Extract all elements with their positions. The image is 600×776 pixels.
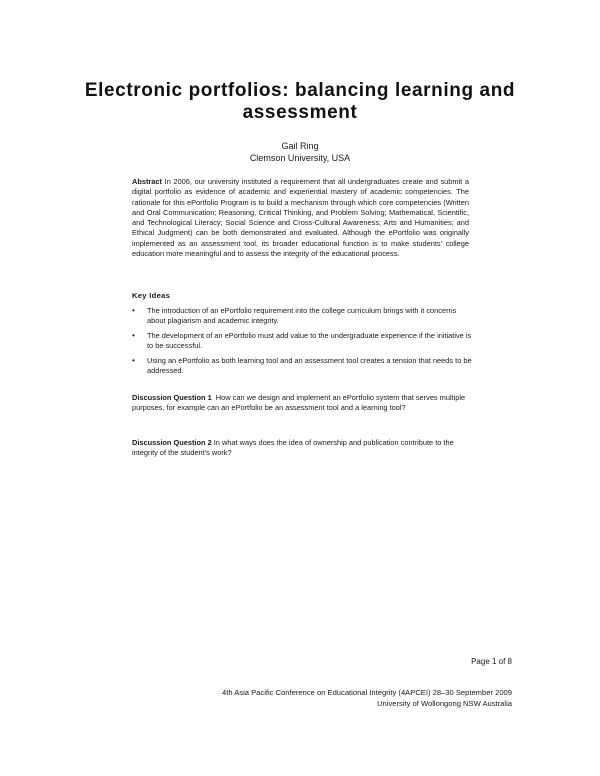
page-number: Page 1 of 8 <box>471 657 512 666</box>
bullet-icon: • <box>132 356 135 365</box>
discussion-question-2 <box>132 438 472 458</box>
key-ideas-heading: Key Ideas <box>132 291 171 300</box>
discussion-question-1 <box>132 393 472 413</box>
footer-line-conference: 4th Asia Pacific Conference on Educational Integrity (4APCEI) 28–30 September 2009 <box>221 688 512 697</box>
author-block <box>60 140 540 164</box>
key-idea-text: The introduction of an ePortfolio requirement into the college curriculum brings with it concerns about plagiarism and academic integrity. <box>147 306 457 325</box>
conference-footer <box>222 688 512 709</box>
abstract-text: In 2006, our university instituted a requirement that all undergraduates create and submit a digital portfolio as evidence of academic and experiential mastery of academic competencies. The rationale for this ePortfolio Program is to build a mechanism through which core competencies (Written and Oral Communication; Reasoning, Critical Thinking, and Problem Solving; Mathematical, Scientific, and Technological Literacy; Social Science and Cross-Cultural Awareness; Arts and Humanities; and Ethical Judgment) can be both demonstrated and evaluated. Although the ePortfolio was originally implemented as an assessment tool, its broader educational function is to make students' college education more meaningful and to assess the integrity of the educational process. <box>132 177 469 259</box>
abstract <box>132 177 469 259</box>
discussion-label: Discussion Question 1 <box>132 393 212 402</box>
list-item <box>132 356 472 376</box>
key-idea-text: The development of an ePortfolio must add value to the undergraduate experience if the initiative is to be successful. <box>147 331 472 350</box>
discussion-text: How can we design and implement an ePortfolio system that serves multiple purposes, for example can an ePortfolio be an assessment tool and a learning tool? <box>132 393 466 412</box>
discussion-text: In what ways does the idea of ownership and publication contribute to the integrity of the student's work? <box>132 438 454 457</box>
key-ideas-list <box>132 306 472 381</box>
paper-title: Electronic portfolios: balancing learning and assessment <box>84 80 516 123</box>
discussion-label: Discussion Question 2 <box>132 438 212 447</box>
author-affiliation: Clemson University, USA <box>249 153 351 163</box>
bullet-icon: • <box>132 306 135 315</box>
key-idea-text: Using an ePortfolio as both learning tool and an assessment tool creates a tension that needs to be addressed. <box>147 356 472 375</box>
footer-line-venue: University of Wollongong NSW Australia <box>377 698 512 708</box>
abstract-label: Abstract <box>132 177 162 186</box>
list-item <box>132 331 472 351</box>
bullet-icon: • <box>132 331 135 340</box>
list-item <box>132 306 472 326</box>
author-name: Gail Ring <box>281 141 319 151</box>
